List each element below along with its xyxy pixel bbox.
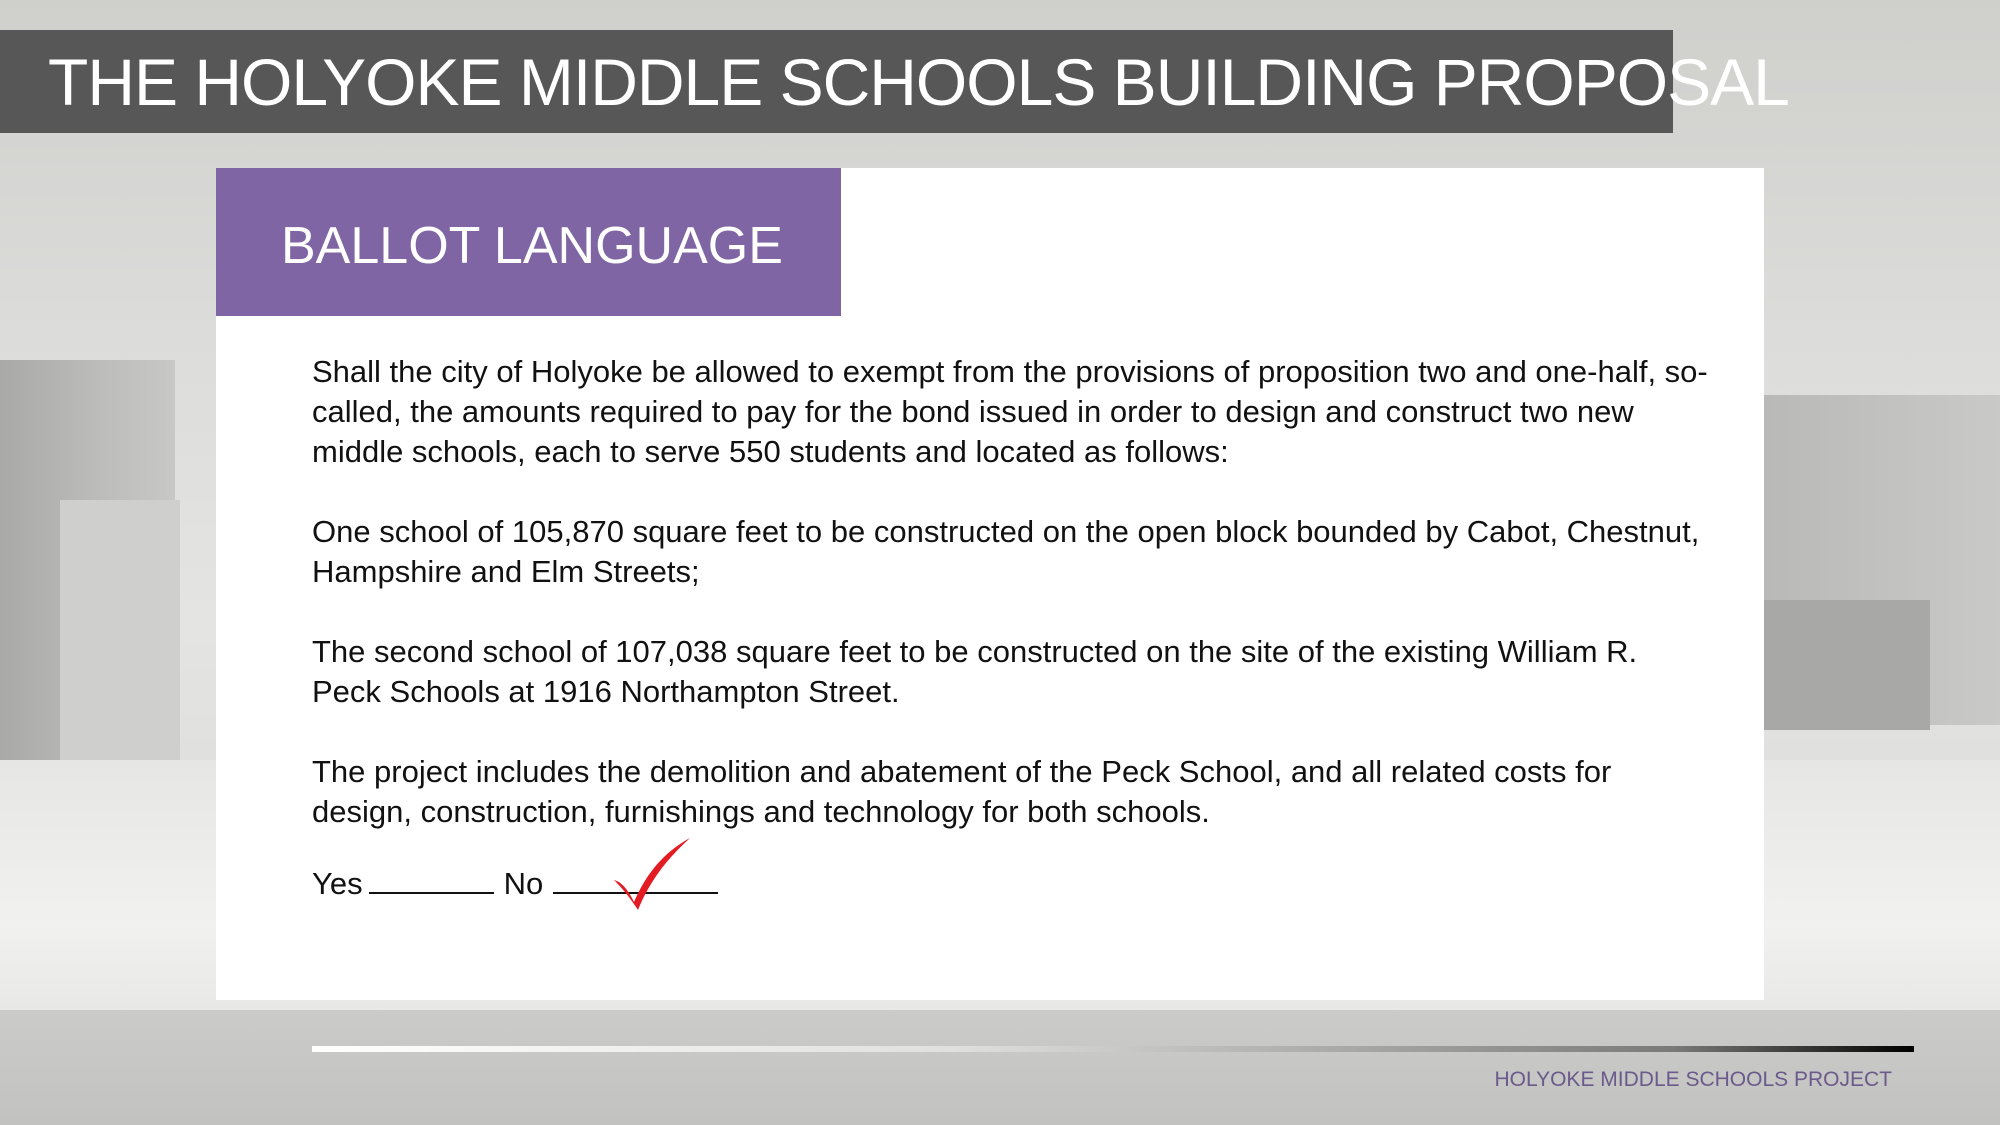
slide-title: THE HOLYOKE MIDDLE SCHOOLS BUILDING PROPOSAL: [48, 45, 1789, 119]
background-building-left-wing: [60, 500, 180, 760]
background-building-right-wing: [1740, 600, 1930, 730]
footer-project-name: HOLYOKE MIDDLE SCHOOLS PROJECT: [1494, 1068, 1892, 1091]
footer-divider: [312, 1046, 1914, 1052]
no-label: No: [503, 866, 544, 901]
checkmark-icon: [606, 834, 696, 914]
section-heading: BALLOT LANGUAGE: [281, 217, 783, 275]
ballot-paragraph: The project includes the demolition and abatement of the Peck School, and all related costs for design, construction, furnishings and technology for both schools.: [312, 754, 1612, 829]
section-header: [216, 168, 841, 316]
ballot-paragraph: One school of 105,870 square feet to be constructed on the open block bounded by Cabot, Chestnut, Hampshire and Elm Streets;: [312, 514, 1700, 589]
ballot-paragraph: The second school of 107,038 square feet to be constructed on the site of the existing William R. Peck Schools at 1916 Northampton Street.: [312, 634, 1638, 709]
title-bar: [0, 30, 1789, 133]
ballot-text: [312, 352, 1712, 872]
ballot-paragraph: Shall the city of Holyoke be allowed to exempt from the provisions of proposition two and one-half, so-called, the amounts required to pay for the bond issued in order to design and construct two new middle schools, each to serve 550 students and located as follows:: [312, 354, 1708, 469]
yes-blank: [369, 864, 494, 894]
yes-label: Yes: [312, 866, 363, 901]
content-card: [216, 168, 1764, 1000]
